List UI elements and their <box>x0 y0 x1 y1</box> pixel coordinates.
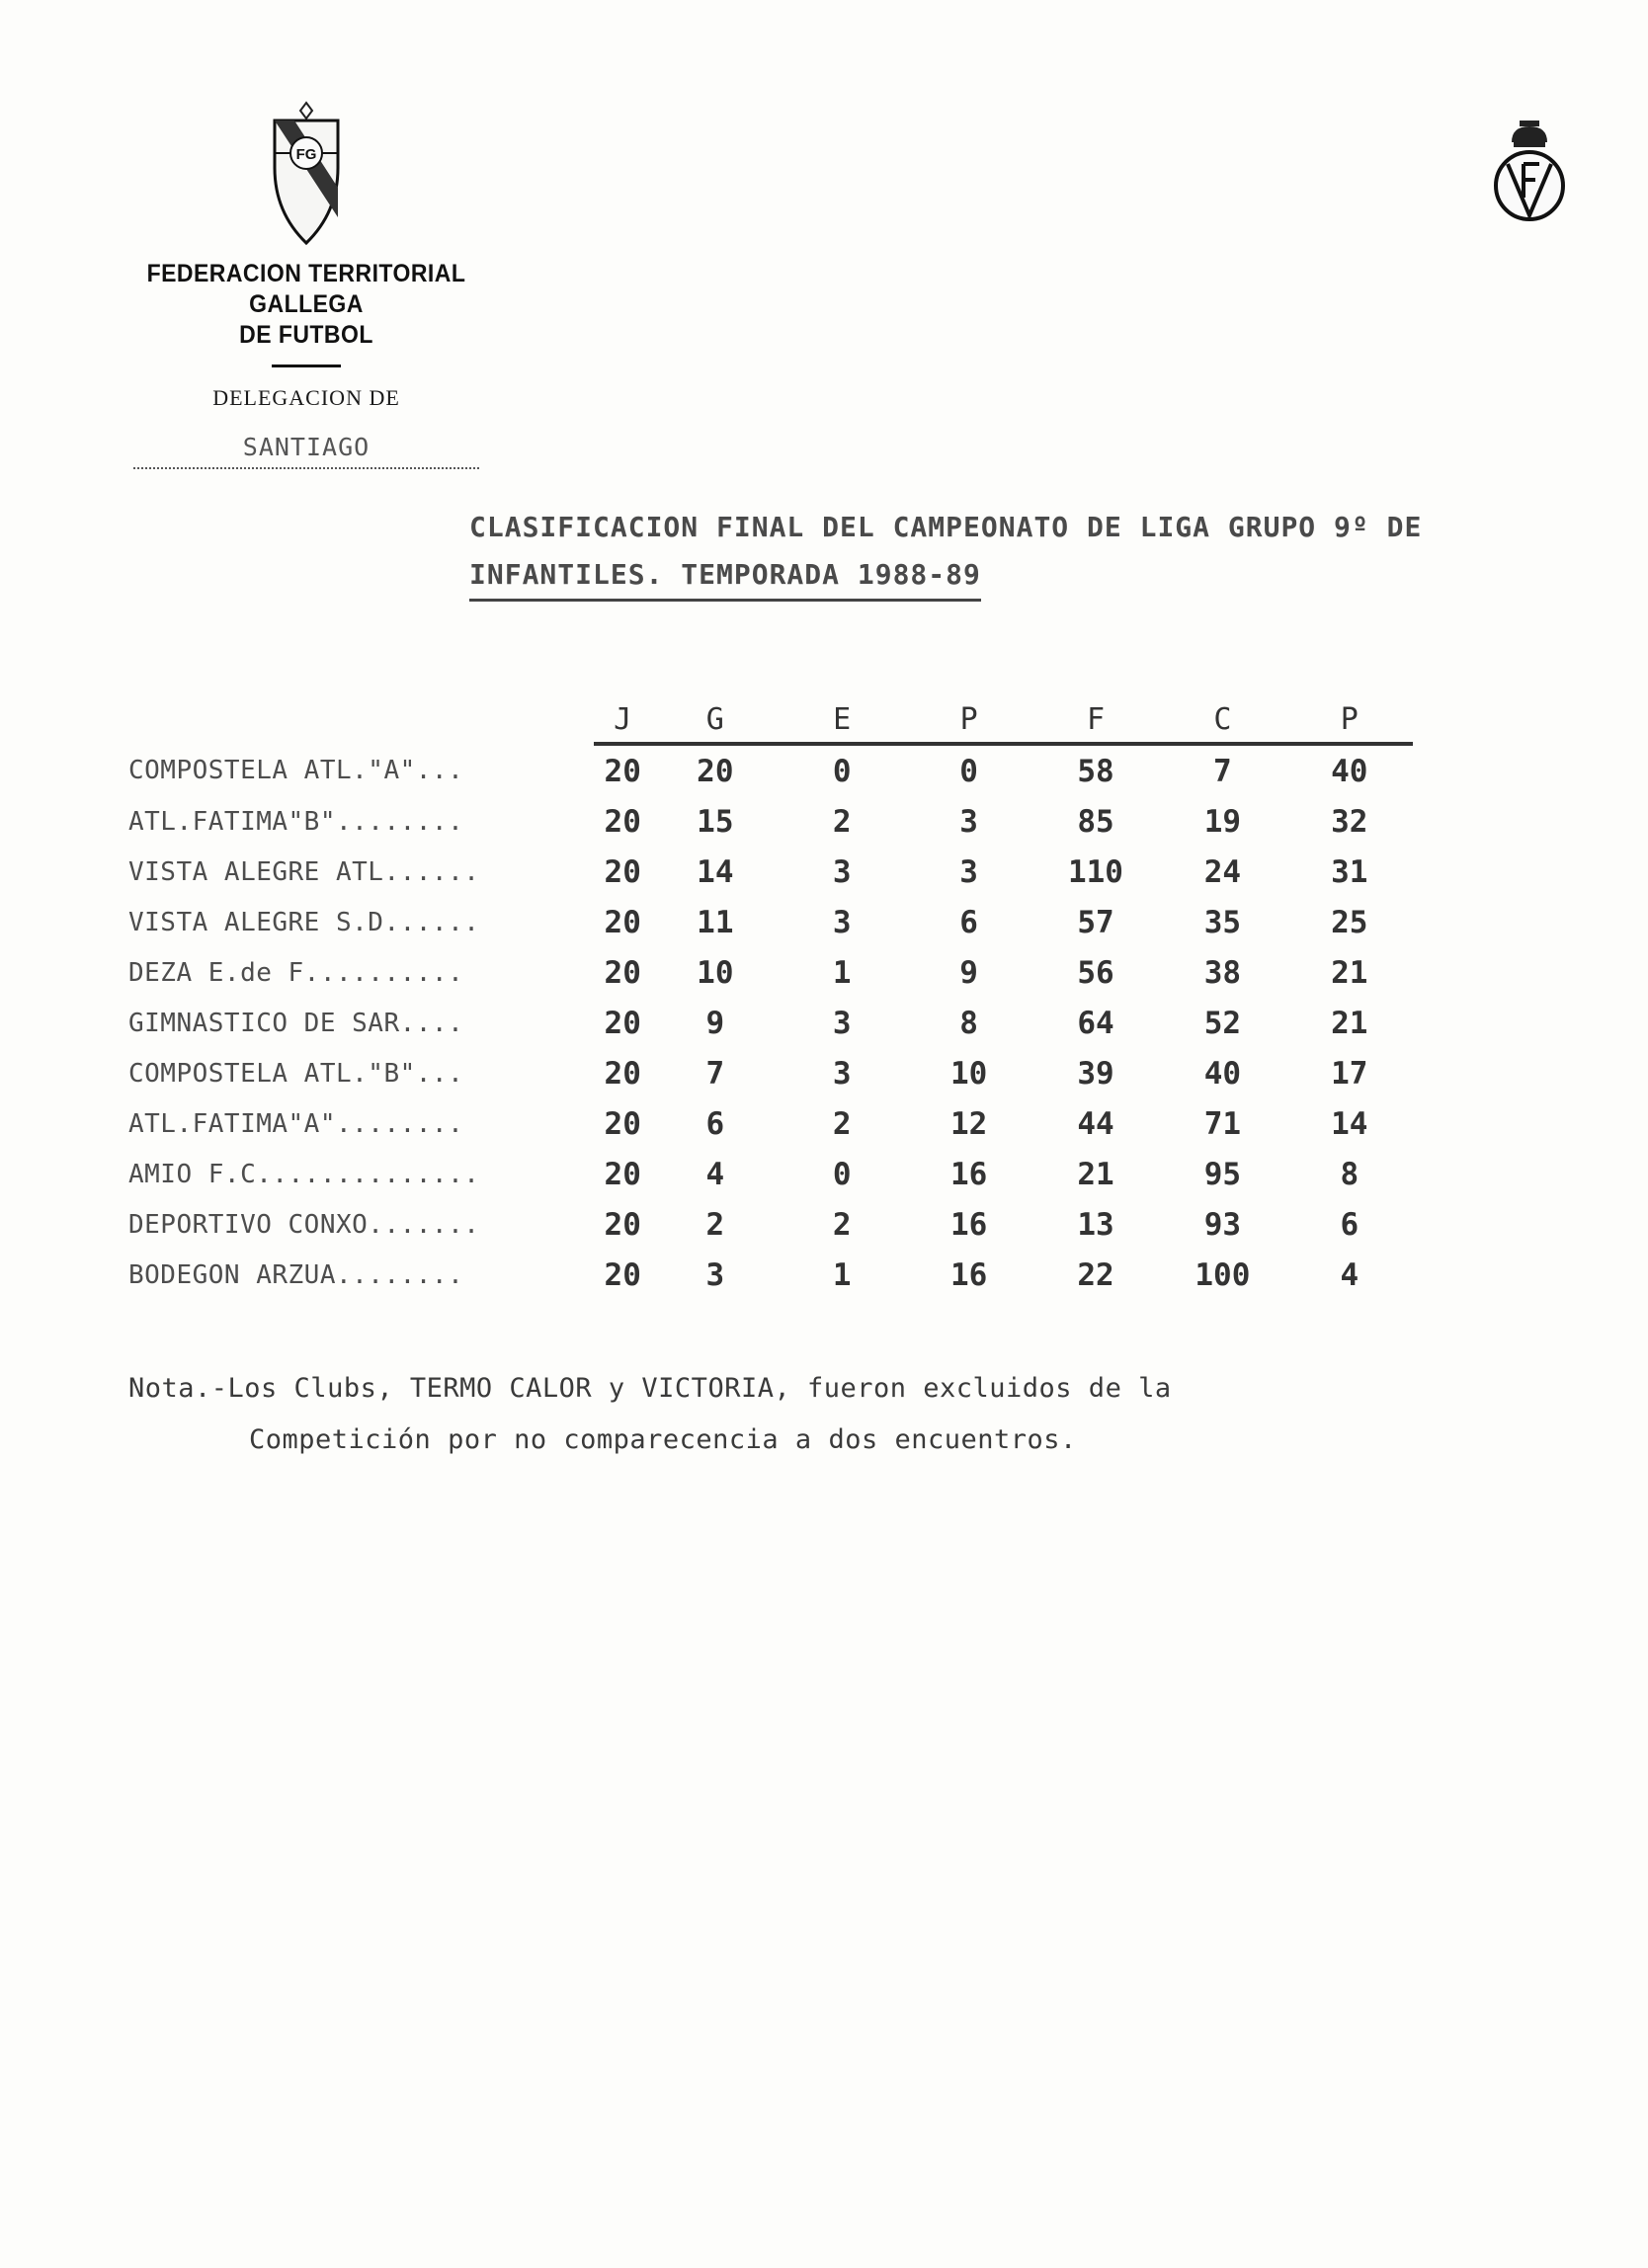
svg-text:FG: FG <box>295 146 317 163</box>
won: 6 <box>705 1105 725 1142</box>
table-row <box>128 796 1413 847</box>
goals-against: 35 <box>1203 904 1242 940</box>
played: 20 <box>604 1005 641 1041</box>
letterhead <box>89 99 524 469</box>
table-row <box>128 998 1413 1048</box>
played: 20 <box>604 904 641 940</box>
header-goals-for: F <box>1032 696 1159 744</box>
title-line2: INFANTILES. TEMPORADA 1988-89 <box>469 551 981 602</box>
played: 20 <box>604 803 641 840</box>
header-won: G <box>652 696 779 744</box>
won: 3 <box>705 1256 725 1293</box>
played: 20 <box>604 853 641 890</box>
points: 40 <box>1331 753 1368 789</box>
goals-for: 58 <box>1077 753 1114 789</box>
lost: 16 <box>949 1256 988 1293</box>
table-row <box>128 947 1413 998</box>
table-row <box>128 897 1413 947</box>
lost: 8 <box>959 1005 978 1041</box>
goals-against: 95 <box>1203 1156 1242 1192</box>
goals-for: 57 <box>1077 904 1114 940</box>
drawn: 3 <box>832 853 852 890</box>
lost: 16 <box>949 1156 988 1192</box>
title-line1: CLASIFICACION FINAL DEL CAMPEONATO DE LIGA GRUPO 9º DE <box>469 511 1423 543</box>
table-row <box>128 1149 1413 1199</box>
table-header-row <box>128 696 1413 744</box>
drawn: 2 <box>832 1105 852 1142</box>
played: 20 <box>604 1256 641 1293</box>
goals-against: 52 <box>1203 1005 1242 1041</box>
goals-against: 19 <box>1203 803 1242 840</box>
drawn: 3 <box>832 1055 852 1092</box>
delegation-city: SANTIAGO <box>242 433 371 461</box>
drawn: 1 <box>832 954 852 991</box>
header-played: J <box>594 696 652 744</box>
header-goals-against: C <box>1159 696 1285 744</box>
goals-against: 40 <box>1203 1055 1242 1092</box>
points: 8 <box>1340 1156 1360 1192</box>
drawn: 2 <box>832 803 852 840</box>
table-row <box>128 1199 1413 1250</box>
won: 20 <box>697 753 734 789</box>
table-row <box>128 1098 1413 1149</box>
table-row <box>128 847 1413 897</box>
team-name: DEZA E.de F.......... <box>128 957 464 988</box>
points: 14 <box>1331 1105 1368 1142</box>
goals-for: 44 <box>1077 1105 1114 1142</box>
points: 17 <box>1331 1055 1368 1092</box>
team-name: AMIO F.C.............. <box>128 1159 480 1189</box>
played: 20 <box>604 1156 641 1192</box>
drawn: 3 <box>832 1005 852 1041</box>
goals-for: 39 <box>1077 1055 1114 1092</box>
team-name: VISTA ALEGRE S.D...... <box>128 907 480 937</box>
table-row <box>128 1250 1413 1300</box>
header-drawn: E <box>779 696 905 744</box>
header-points: P <box>1286 696 1413 744</box>
goals-for: 21 <box>1077 1156 1114 1192</box>
standings-table <box>128 696 1413 1300</box>
note-line1: Nota.-Los Clubs, TERMO CALOR y VICTORIA, fueron excluidos de la <box>128 1373 1172 1404</box>
delegation-label: DELEGACION DE <box>212 385 400 410</box>
points: 21 <box>1331 1005 1368 1041</box>
won: 15 <box>697 803 734 840</box>
drawn: 3 <box>832 904 852 940</box>
team-name: COMPOSTELA ATL."B"... <box>128 1058 464 1089</box>
played: 20 <box>604 753 641 789</box>
team-name: GIMNASTICO DE SAR.... <box>128 1008 464 1038</box>
city-dotted-line <box>133 467 479 469</box>
team-name: ATL.FATIMA"A"........ <box>128 1108 464 1139</box>
played: 20 <box>604 1105 641 1142</box>
lost: 12 <box>949 1105 988 1142</box>
won: 11 <box>697 904 734 940</box>
played: 20 <box>604 954 641 991</box>
header-team <box>128 696 594 744</box>
letterhead-divider <box>272 364 341 367</box>
federation-name-line2: DE FUTBOL <box>239 321 373 349</box>
points: 4 <box>1340 1256 1360 1293</box>
lost: 6 <box>959 904 978 940</box>
shield-logo-icon <box>269 99 344 247</box>
goals-against: 100 <box>1195 1256 1251 1293</box>
goals-against: 93 <box>1203 1206 1242 1243</box>
goals-against: 71 <box>1203 1105 1242 1142</box>
played: 20 <box>604 1055 641 1092</box>
played: 20 <box>604 1206 641 1243</box>
won: 9 <box>705 1005 725 1041</box>
won: 4 <box>705 1156 725 1192</box>
drawn: 1 <box>832 1256 852 1293</box>
won: 14 <box>697 853 734 890</box>
team-name: COMPOSTELA ATL."A"... <box>128 755 464 785</box>
lost: 9 <box>959 954 978 991</box>
team-name: BODEGON ARZUA........ <box>128 1259 464 1290</box>
goals-for: 22 <box>1077 1256 1114 1293</box>
goals-against: 7 <box>1213 753 1232 789</box>
drawn: 0 <box>832 753 852 789</box>
goals-for: 85 <box>1077 803 1114 840</box>
drawn: 0 <box>832 1156 852 1192</box>
goals-for: 56 <box>1077 954 1114 991</box>
team-name: ATL.FATIMA"B"........ <box>128 806 464 837</box>
drawn: 2 <box>832 1206 852 1243</box>
goals-for: 13 <box>1077 1206 1114 1243</box>
lost: 3 <box>959 803 978 840</box>
header-lost: P <box>905 696 1031 744</box>
lost: 3 <box>959 853 978 890</box>
goals-for: 110 <box>1067 853 1123 890</box>
points: 21 <box>1331 954 1368 991</box>
points: 32 <box>1331 803 1368 840</box>
lost: 10 <box>949 1055 988 1092</box>
goals-against: 38 <box>1203 954 1242 991</box>
lost: 0 <box>959 753 978 789</box>
won: 7 <box>705 1055 725 1092</box>
points: 25 <box>1331 904 1368 940</box>
team-name: VISTA ALEGRE ATL...... <box>128 856 480 887</box>
points: 31 <box>1331 853 1368 890</box>
goals-against: 24 <box>1203 853 1242 890</box>
lost: 16 <box>949 1206 988 1243</box>
table-row <box>128 744 1413 796</box>
exclusion-note <box>128 1363 1413 1466</box>
goals-for: 64 <box>1077 1005 1114 1041</box>
points: 6 <box>1340 1206 1360 1243</box>
table-row <box>128 1048 1413 1098</box>
crest-logo-icon <box>1490 117 1569 227</box>
note-line2: Competición por no comparecencia a dos encuentros. <box>249 1424 1077 1455</box>
federation-name-line1: FEDERACION TERRITORIAL GALLEGA <box>146 260 466 318</box>
document-title <box>469 504 1556 602</box>
won: 10 <box>697 954 734 991</box>
won: 2 <box>705 1206 725 1243</box>
team-name: DEPORTIVO CONXO....... <box>128 1209 480 1240</box>
